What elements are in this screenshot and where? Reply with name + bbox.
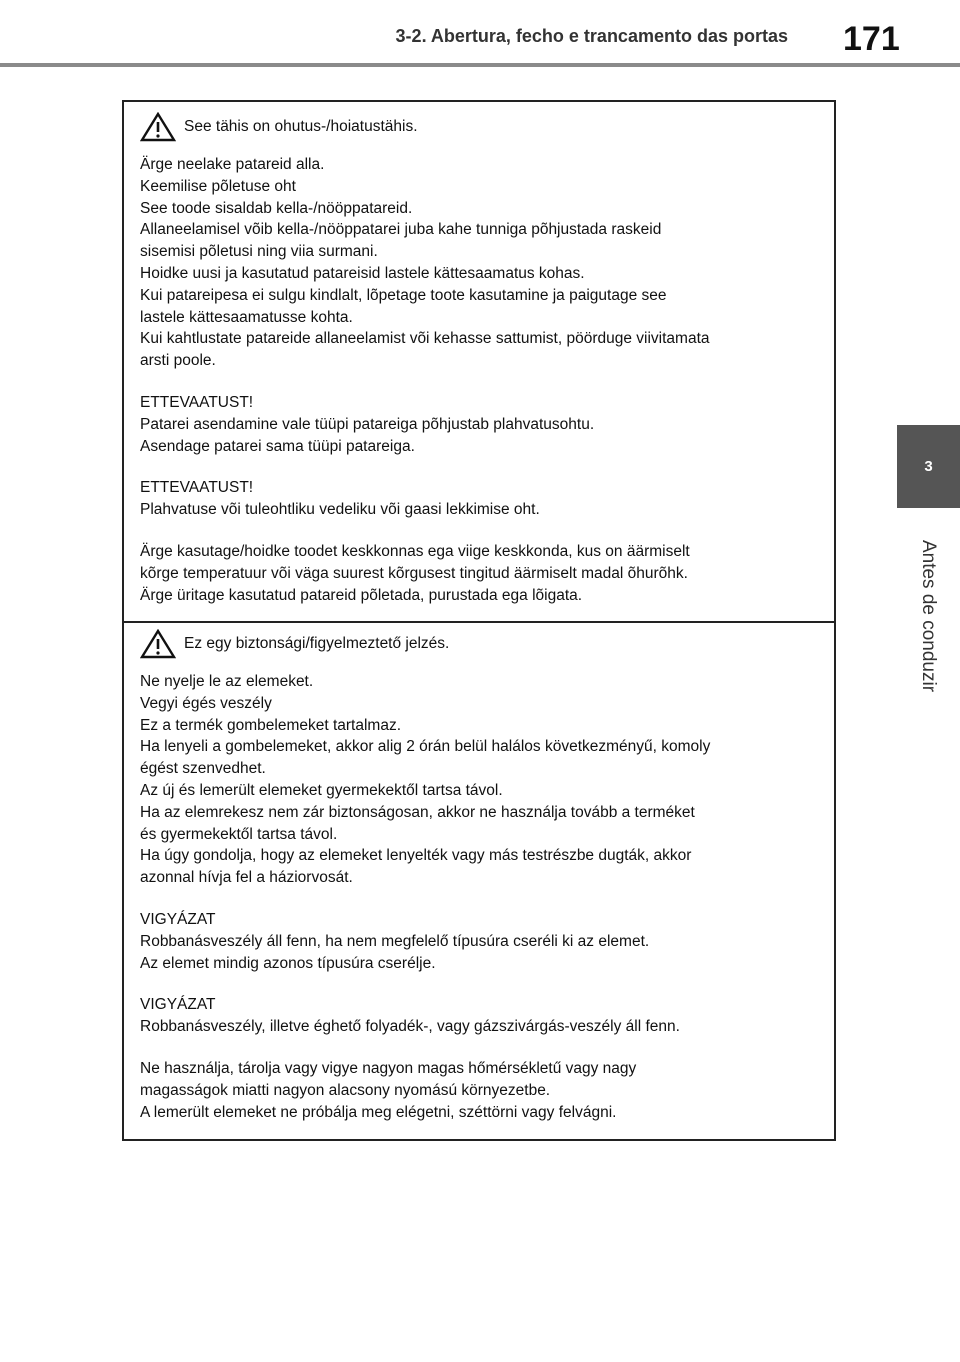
text-line: ETTEVAATUST!: [140, 393, 254, 411]
text-line: Vegyi égés veszély: [140, 694, 272, 712]
text-line: Plahvatuse või tuleohtliku vedeliku või gaasi lekkimise oht.: [140, 501, 540, 519]
warning-box: [122, 100, 836, 1141]
text-line: Ne nyelje le az elemeket.: [140, 673, 314, 690]
text-line: azonnal hívja fel a háziorvosát.: [140, 869, 353, 887]
paragraph: [140, 392, 822, 457]
chapter-number: 3: [924, 458, 933, 475]
text-line: Ärge üritage kasutatud patareid põletada, purustada ega lõigata.: [140, 586, 583, 604]
text-line: Ez a termék gombelemeket tartalmaz.: [140, 716, 402, 734]
header-rule: [0, 63, 960, 67]
text-line: Asendage patarei sama tüüpi patareiga.: [140, 437, 415, 455]
paragraph: [140, 909, 822, 974]
section-title: 3-2. Abertura, fecho e trancamento das portas: [395, 26, 788, 46]
text-line: Hoidke uusi ja kasutatud patareisid lastele kättesaamatus kohas.: [140, 264, 585, 282]
text-line: VIGYÁZAT: [140, 996, 216, 1014]
text-line: Keemilise põletuse oht: [140, 177, 296, 195]
text-line: A lemerült elemeket ne próbálja meg elégetni, széttörni vagy felvágni.: [140, 1103, 617, 1121]
paragraph: [140, 994, 822, 1038]
text-line: Ha az elemrekesz nem zár biztonságosan, akkor ne használja tovább a terméket: [140, 803, 695, 821]
text-line: sisemisi põletusi ning viia surmani.: [140, 243, 378, 261]
paragraph: [140, 671, 822, 889]
text-line: magasságok miatti nagyon alacsony nyomású környezetbe.: [140, 1081, 551, 1099]
paragraph: [140, 1058, 822, 1123]
text-line: kõrge temperatuur või väga suurest kõrgusest tingitud äärmiselt madal õhurõhk.: [140, 564, 688, 582]
text-line: és gyermekektől tartsa távol.: [140, 825, 338, 843]
text-line: VIGYÁZAT: [140, 910, 216, 928]
hungarian-warning-section: [140, 629, 822, 1123]
text-line: Kui patareipesa ei sulgu kindlalt, lõpetage toote kasutamine ja paigutage see: [140, 286, 667, 304]
chapter-tab: [897, 425, 960, 508]
warning-triangle-icon: [140, 629, 176, 659]
warning-label: See tähis on ohutus-/hoiatustähis.: [184, 118, 418, 136]
text-line: Kui kahtlustate patareide allaneelamist või kehasse sattumist, pöörduge viivitamata: [140, 330, 710, 348]
text-line: égést szenvedhet.: [140, 760, 266, 778]
text-line: Ärge kasutage/hoidke toodet keskkonnas ega viige keskkonda, kus on äärmiselt: [140, 542, 690, 560]
text-line: Robbanásveszély, illetve éghető folyadék-, vagy gázszivárgás-veszély áll fenn.: [140, 1018, 680, 1036]
paragraph: [140, 477, 822, 521]
text-line: Az elemet mindig azonos típusúra cserélje.: [140, 954, 436, 972]
text-line: arsti poole.: [140, 352, 216, 370]
text-line: Ha úgy gondolja, hogy az elemeket lenyelték vagy más testrészbe dugták, akkor: [140, 847, 692, 865]
page-number: 171: [843, 20, 900, 58]
section-divider: [124, 621, 834, 623]
paragraph: [140, 541, 822, 606]
warning-triangle-icon: [140, 112, 176, 142]
text-line: See toode sisaldab kella-/nööppatareid.: [140, 199, 413, 217]
text-line: Ha lenyeli a gombelemeket, akkor alig 2 órán belül halálos következményű, komoly: [140, 738, 711, 756]
text-line: lastele kättesaamatusse kohta.: [140, 308, 353, 326]
warning-label: Ez egy biztonsági/figyelmeztető jelzés.: [184, 635, 450, 653]
text-line: Ärge neelake patareid alla.: [140, 156, 325, 173]
estonian-warning-section: [140, 112, 822, 606]
text-line: Allaneelamisel võib kella-/nööppatarei juba kahe tunniga põhjustada raskeid: [140, 221, 662, 239]
text-line: Ne használja, tárolja vagy vigye nagyon magas hőmérsékletű vagy nagy: [140, 1059, 637, 1077]
chapter-title: Antes de conduzir: [918, 539, 939, 693]
text-line: Patarei asendamine vale tüüpi patareiga põhjustab plahvatusohtu.: [140, 415, 595, 433]
text-line: Az új és lemerült elemeket gyermekektől tartsa távol.: [140, 781, 503, 799]
text-line: ETTEVAATUST!: [140, 479, 254, 497]
text-line: Robbanásveszély áll fenn, ha nem megfelelő típusúra cseréli ki az elemet.: [140, 932, 650, 950]
paragraph: [140, 154, 822, 372]
